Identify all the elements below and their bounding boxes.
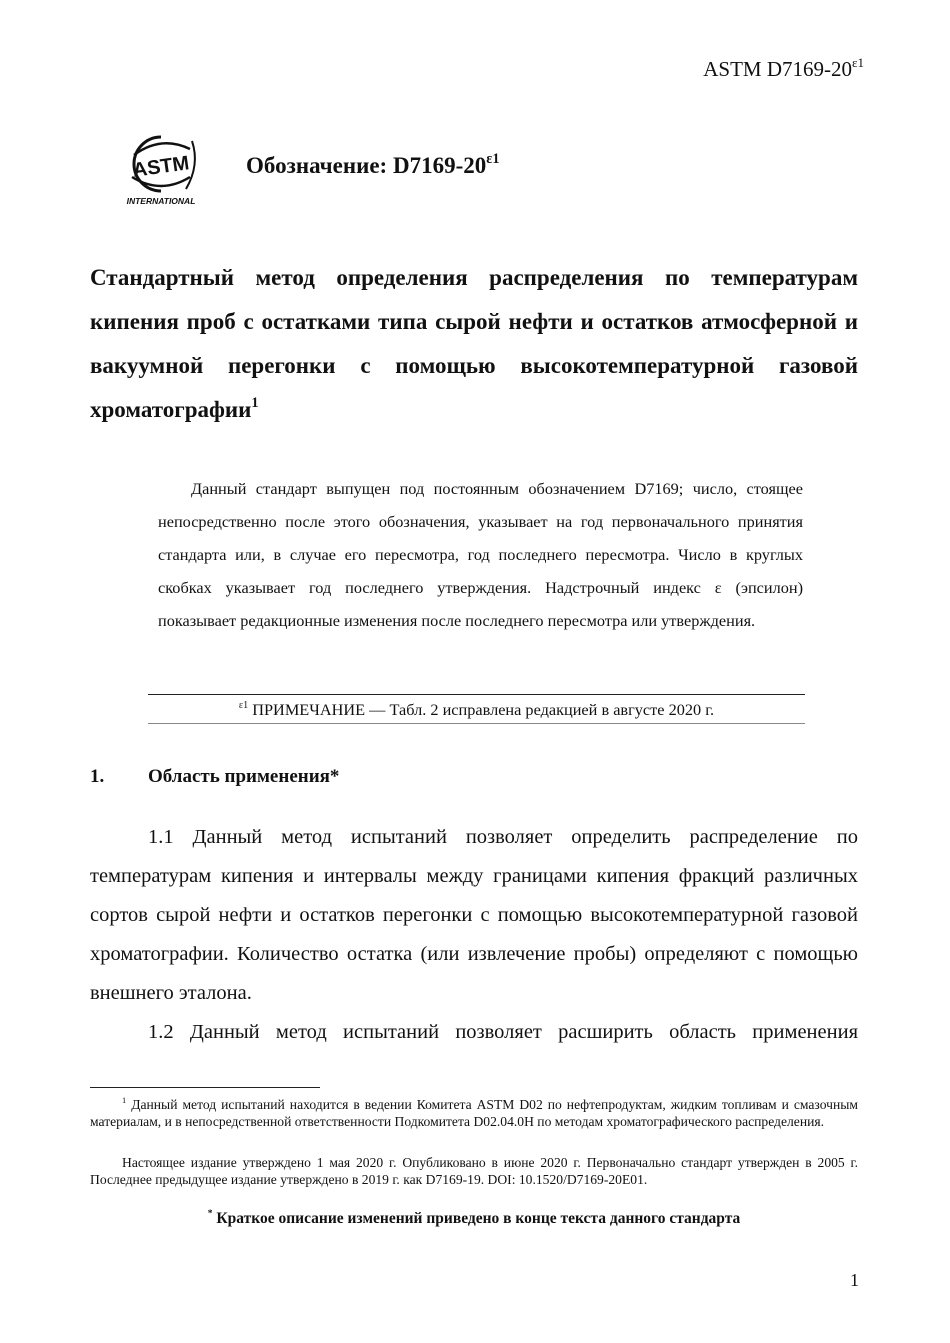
paragraph-1-1: 1.1 Данный метод испытаний позволяет определить распределение по температурам кипения и интервалы между границами кипения фракций различных сортов сырой нефти и остатков перегонки с помощью высокотемпературной газовой хроматографии. Количество остатка (или извлечение пробы) определяют с помощью внешнего эталона.	[90, 826, 858, 1004]
logo-international-text: INTERNATIONAL	[126, 196, 196, 206]
footnote-2: Настоящее издание утверждено 1 мая 2020 г. Опубликовано в июне 2020 г. Первоначально стандарт утвержден в 2005 г. Последнее предыдущее издание утверждено в 2019 г. как D7169-19. DOI: 10.1520/D7169-20E01.	[90, 1155, 858, 1187]
footnote-star-text: Краткое описание изменений приведено в конце текста данного стандарта	[212, 1210, 741, 1227]
designation-superscript: ε1	[486, 150, 500, 167]
header-code-text: ASTM D7169-20	[703, 57, 853, 81]
section-number: 1.	[90, 766, 105, 787]
editorial-note	[148, 700, 805, 720]
divider-bottom	[148, 723, 805, 724]
footnote-star-marker: *	[207, 1207, 213, 1219]
astm-international-logo	[120, 133, 202, 207]
title-text: Стандартный метод определения распределения по температурам кипения проб с остатками типа сырой нефти и остатков атмосферной и вакуумной перегонки с помощью высокотемпературной газовой хроматографии	[90, 265, 858, 422]
standard-notice: Данный стандарт выпущен под постоянным обозначением D7169; число, стоящее непосредственно после этого обозначения, указывает на год первоначального принятия стандарта или, в случае его пересмотра, год последнего пересмотра. Число в круглых скобках указывает год последнего утверждения. Надстрочный индекс ε (эпсилон) показывает редакционные изменения после последнего пересмотра или утверждения.	[158, 479, 803, 630]
footnote-divider	[90, 1087, 320, 1088]
page-number: 1	[850, 1270, 859, 1290]
section-title: Область применения*	[148, 766, 340, 787]
footnote-changes-summary	[90, 1207, 858, 1228]
designation-heading	[246, 150, 500, 179]
footnote-1-marker: 1	[122, 1094, 127, 1105]
header-code-superscript: ε1	[852, 54, 864, 70]
header-designation	[703, 54, 864, 82]
footnote-1	[90, 1096, 858, 1130]
editorial-note-text: ПРИМЕЧАНИЕ — Табл. 2 исправлена редакцией в августе 2020 г.	[248, 700, 715, 719]
footnote-1-text: Данный метод испытаний находится в ведении Комитета ASTM D02 по нефтепродуктам, жидким топливам и смазочным материалам, и в непосредственной ответственности Подкомитета D02.04.0H по методам хроматографического распределения.	[90, 1097, 858, 1129]
paragraph-1-2: 1.2 Данный метод испытаний позволяет расширить область применения	[148, 1021, 858, 1043]
editorial-note-superscript: ε1	[238, 699, 249, 711]
divider-top	[148, 694, 805, 695]
document-title	[90, 256, 858, 432]
title-footnote-ref: 1	[251, 394, 259, 411]
astm-logo-icon	[120, 133, 202, 207]
designation-text: Обозначение: D7169-20	[246, 153, 487, 178]
logo-astm-text: ASTM	[131, 152, 191, 182]
